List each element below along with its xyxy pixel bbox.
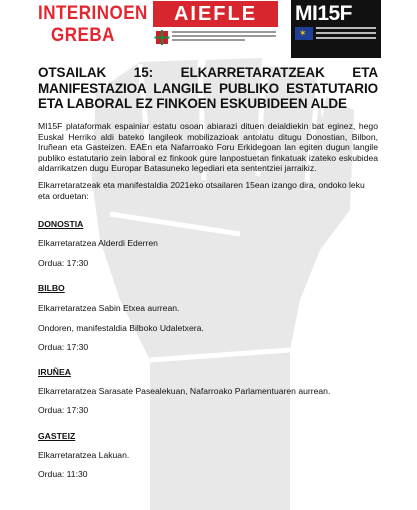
aiefle-logo-caption	[172, 31, 276, 43]
city-title-bilbo: BILBO	[38, 283, 65, 293]
page-title: OTSAILAK 15: ELKARRETARATZEAK ETA MANIFESTAZIOA LANGILE PUBLIKO ESTATUTARIO ETA LABORAL EZ FINKOEN ESKUBIDEEN ALDE	[38, 65, 378, 111]
city-line-donostia-1: Elkarretaratzea Alderdi Ederren	[38, 238, 158, 248]
mi15f-logo-name: MI15F	[295, 2, 353, 25]
greba-logo-line2: GREBA	[51, 23, 115, 46]
city-time-iruna: Ordua: 17:30	[38, 405, 89, 415]
schedule-intro-paragraph: Elkarretaratzeak eta manifestaldia 2021eko otsailaren 15ean izango dira, ondoko leku eta orduetan:	[38, 180, 365, 201]
aiefle-logo	[153, 1, 278, 56]
eu-flag-icon: ✶	[295, 27, 313, 40]
city-time-gasteiz: Ordua: 11:30	[38, 469, 88, 479]
mi15f-logo	[291, 0, 381, 58]
city-time-donostia: Ordua: 17:30	[38, 258, 89, 268]
city-line-iruna-1: Elkarretaratzea Sarasate Pasealekuan, Nafarroako Parlamentuaren aurrean.	[38, 386, 331, 396]
city-title-gasteiz: GASTEIZ	[38, 431, 76, 441]
city-line-gasteiz-1: Elkarretaratzea Lakuan.	[38, 450, 130, 460]
aiefle-logo-name: AIEFLE	[153, 1, 278, 27]
interinoen-greba-logo	[38, 1, 148, 46]
greba-logo-line1: INTERINOEN	[38, 1, 148, 24]
city-title-iruna: IRUÑEA	[38, 367, 71, 377]
city-line-bilbo-2: Ondoren, manifestaldia Bilboko Udaletxera.	[38, 323, 204, 333]
mi15f-logo-caption	[316, 27, 376, 42]
ikurrina-flag-icon	[156, 31, 168, 44]
city-line-bilbo-1: Elkarretaratzea Sabin Etxea aurrean.	[38, 303, 180, 313]
intro-paragraph: MI15F plataformak espainiar estatu osoan abiarazi dituen deialdiekin bat eginez, hego Euskal Herriko aldi bateko langileok mobilizazioak antolatu ditugu Donostian, Bilbon, Iruñean eta Gasteizen. EAEn eta Nafarroako Foru Erkidegoan lan egiten dugun langile publiko estatutario zein laboral ez finkook gure lanpostuetan finkatuak izateko eskubidea aldarrikatzen dugu Europar Batasuneko legediari eta sententziei jarraikiz.	[38, 121, 378, 174]
city-time-bilbo: Ordua: 17:30	[38, 342, 89, 352]
city-title-donostia: DONOSTIA	[38, 219, 84, 229]
mi15f-logo-title	[295, 2, 352, 26]
